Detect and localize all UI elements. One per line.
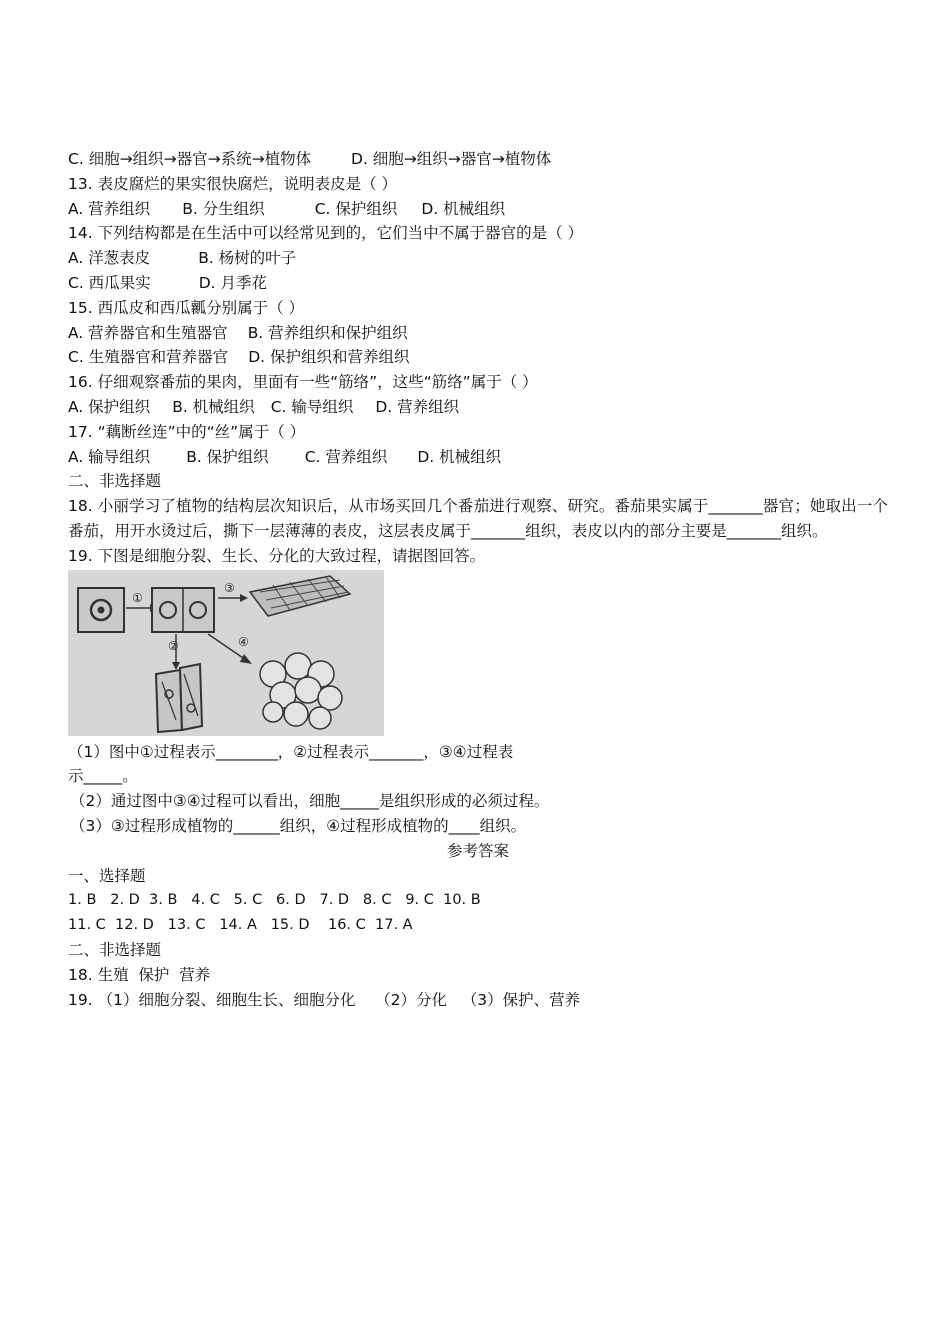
q16-option-c: C. 输导组织: [270, 397, 354, 416]
answer-18: 18. 生殖 保护 营养: [68, 965, 211, 984]
q19-sub1-line1: （1）图中①过程表示________，②过程表示_______，③④过程表: [68, 742, 514, 761]
q16-option-d: D. 营养组织: [375, 397, 460, 416]
q15-option-d: D. 保护组织和营养组织: [248, 348, 410, 367]
q19-sub2: （2）通过图中③④过程可以看出，细胞_____是组织形成的必须过程。: [70, 792, 550, 811]
q17-option-b: B. 保护组织: [186, 447, 269, 466]
cell-process-figure: [68, 570, 384, 736]
q14-stem: 14. 下列结构都是在生活中可以经常见到的，它们当中不属于器官的是（ ）: [68, 224, 584, 243]
q14-option-d: D. 月季花: [198, 273, 267, 292]
q14-option-b: B. 杨树的叶子: [198, 249, 297, 268]
q12-options-row: [68, 147, 888, 172]
q14-option-a: A. 洋葱表皮: [68, 249, 151, 268]
q13-option-b: B. 分生组织: [182, 199, 265, 218]
q15-option-a: A. 营养器官和生殖器官: [68, 323, 228, 342]
q16-option-b: B. 机械组织: [172, 397, 255, 416]
q12-option-d: D. 细胞→组织→器官→植物体: [351, 150, 552, 168]
q16-stem: 16. 仔细观察番茄的果肉，里面有一些“筋络”，这些“筋络”属于（ ）: [68, 373, 538, 392]
q15-option-c: C. 生殖器官和营养器官: [68, 348, 229, 367]
q17-options-row: [68, 445, 888, 470]
label-1: ①: [132, 590, 143, 605]
q15-options-row-1: [68, 321, 888, 346]
answers-section2: 二、非选择题: [68, 940, 162, 959]
q17-stem: 17. “藕断丝连”中的“丝”属于（ ）: [68, 422, 306, 441]
q13-stem: 13. 表皮腐烂的果实很快腐烂，说明表皮是（ ）: [68, 174, 398, 193]
label-4: ④: [238, 634, 249, 649]
answers-section1: 一、选择题: [68, 866, 146, 885]
q15-options-row-2: [68, 345, 888, 370]
q18-text: 18. 小丽学习了植物的结构层次知识后，从市场买回几个番茄进行观察、研究。番茄果实属于_______器官；她取出一个番茄，用开水烫过后，撕下一层薄薄的表皮，这层表皮属于_______组织，表皮以内的部分主要是_______组织。: [68, 497, 888, 540]
answer-19: 19. （1）细胞分裂、细胞生长、细胞分化 （2）分化 （3）保护、营养: [68, 990, 581, 1009]
worksheet-page: [68, 147, 888, 1012]
q19-stem: 19. 下图是细胞分裂、生长、分化的大致过程，请据图回答。: [68, 546, 486, 565]
q19-sub1-line2: 示_____。: [68, 767, 138, 786]
label-3: ③: [224, 580, 235, 595]
q17-option-c: C. 营养组织: [304, 447, 388, 466]
answers-row2: 11. C 12. D 13. C 14. A 15. D 16. C 17. A: [68, 917, 413, 934]
q14-options-row-2: [68, 271, 888, 296]
q14-option-c: C. 西瓜果实: [68, 273, 151, 292]
q16-option-a: A. 保护组织: [68, 397, 151, 416]
q13-option-c: C. 保护组织: [314, 199, 398, 218]
q13-options-row: [68, 197, 888, 222]
q13-option-d: D. 机械组织: [421, 199, 506, 218]
q17-option-d: D. 机械组织: [417, 447, 502, 466]
q15-option-b: B. 营养组织和保护组织: [247, 323, 408, 342]
q19-sub3: （3）③过程形成植物的______组织，④过程形成植物的____组织。: [70, 816, 527, 835]
q17-option-a: A. 输导组织: [68, 447, 151, 466]
section2-heading: 二、非选择题: [68, 472, 162, 491]
q16-options-row: [68, 395, 888, 420]
cell-division-diagram: [68, 570, 384, 736]
answers-row1: 1. B 2. D 3. B 4. C 5. C 6. D 7. D 8. C 9. C 10. B: [68, 892, 481, 909]
q15-stem: 15. 西瓜皮和西瓜瓤分别属于（ ）: [68, 298, 305, 317]
label-2: ②: [168, 638, 179, 653]
q13-option-a: A. 营养组织: [68, 199, 151, 218]
q12-option-c: C. 细胞→组织→器官→系统→植物体: [68, 150, 312, 168]
answers-title: 参考答案: [446, 841, 509, 860]
q14-options-row-1: [68, 246, 888, 271]
